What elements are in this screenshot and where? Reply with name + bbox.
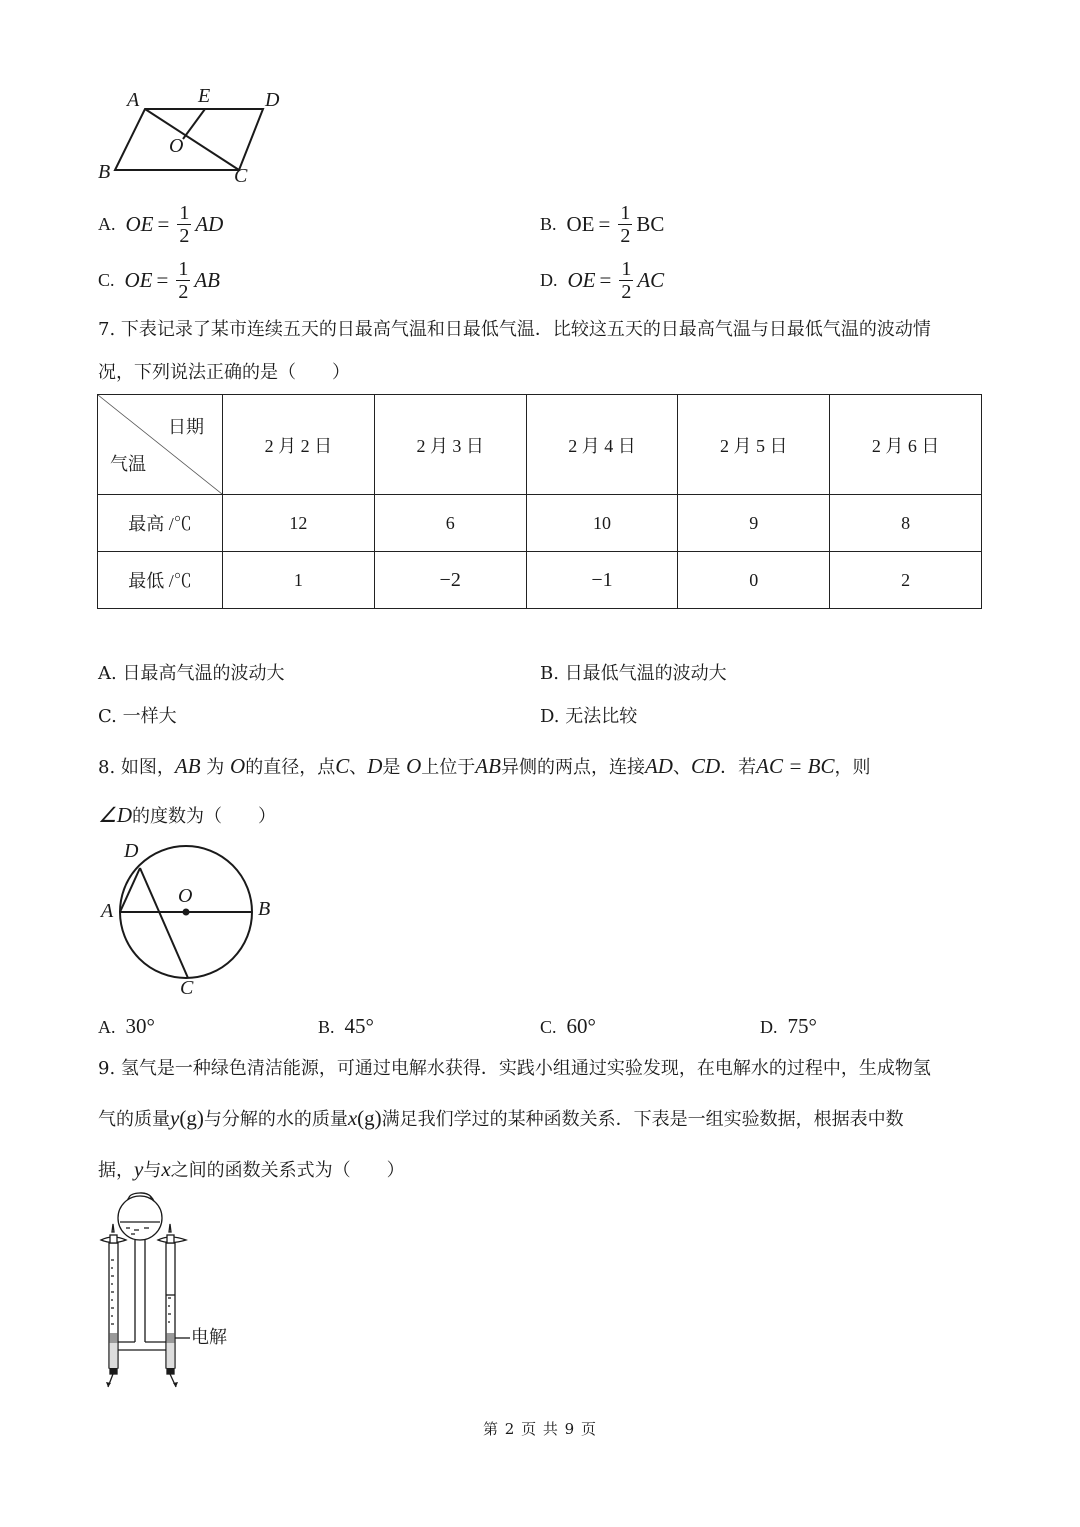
label-D: D [265, 89, 280, 111]
label-C: C [234, 165, 248, 187]
column-header: 2 月 6 日 [830, 395, 982, 495]
table-cell: 8 [830, 495, 982, 552]
figure-circle [98, 840, 288, 1005]
label-O: O [178, 885, 193, 907]
page-number: 第 2 页 共 9 页 [483, 1420, 597, 1438]
q6-option-a[interactable]: A. OE = $\frac{1}{2}$ AD [98, 201, 224, 247]
table-cell: 10 [526, 495, 678, 552]
q6-option-b[interactable]: B. OE = $\frac{1}{2}$ BC [540, 201, 665, 247]
label-B: B [258, 898, 271, 920]
fraction: $\frac{1}{2}$ [178, 257, 189, 303]
table-corner-cell [98, 395, 223, 495]
q7-stem-line1: 7. 下表记录了某市连续五天的日最高气温和日最低气温．比较这五天的日最高气温与日最低气温的波动情 [98, 319, 931, 340]
label-O: O [169, 135, 184, 157]
table-header-row [98, 395, 982, 495]
q9-stem-line1: 9. 氢气是一种绿色清洁能源，可通过电解水获得．实践小组通过实验发现，在电解水的过程中，生成物氢 [98, 1058, 931, 1079]
q6-option-c[interactable]: C. OE = $\frac{1}{2}$ AB [98, 257, 221, 303]
table-cell: 0 [678, 552, 830, 609]
table-row-low [98, 552, 982, 609]
column-header: 2 月 4 日 [526, 395, 678, 495]
q8-option-b[interactable]: B. 45° [318, 1014, 374, 1038]
table-cell: −1 [526, 552, 678, 609]
table-cell: 9 [678, 495, 830, 552]
label-C: C [180, 977, 194, 999]
corner-label-temp: 气温 [110, 454, 146, 474]
q6-option-d[interactable]: D. OE = $\frac{1}{2}$ AC [540, 257, 665, 303]
column-header: 2 月 3 日 [374, 395, 526, 495]
diagonal-line [98, 395, 222, 494]
q7-option-c[interactable]: C. 一样大 [98, 706, 177, 727]
q7-stem-line2: 况，下列说法正确的是（ ） [98, 362, 350, 383]
q9-stem-line3: 据，y与x之间的函数关系式为（ ） [98, 1157, 405, 1181]
corner-label-date: 日期 [168, 417, 204, 437]
figure-parallelogram [95, 85, 285, 190]
table-cell: 1 [223, 552, 375, 609]
table-row-high [98, 495, 982, 552]
q7-option-d[interactable]: D. 无法比较 [540, 706, 638, 727]
label-E: E [198, 85, 211, 107]
q7-option-a[interactable]: A. 日最高气温的波动大 [98, 663, 285, 684]
q8-option-a[interactable]: A. 30° [98, 1014, 155, 1038]
fraction: $\frac{1}{2}$ [179, 201, 190, 247]
label-A: A [127, 89, 140, 111]
column-header: 2 月 2 日 [223, 395, 375, 495]
row-label: 最低 /℃ [98, 552, 223, 609]
electrolysis-label: 电解 [191, 1327, 227, 1348]
q7-option-b[interactable]: B. 日最低气温的波动大 [540, 663, 727, 684]
parallelogram-diagram [95, 85, 285, 190]
q8-option-d[interactable]: D. 75° [760, 1014, 817, 1038]
fraction: $\frac{1}{2}$ [621, 257, 632, 303]
label-A: A [101, 900, 114, 922]
electrolysis-apparatus-diagram [98, 1190, 248, 1395]
q8-stem-line2: ∠D的度数为（ ） [98, 803, 276, 827]
q8-option-c[interactable]: C. 60° [540, 1014, 596, 1038]
row-label: 最高 /℃ [98, 495, 223, 552]
temperature-table [97, 394, 982, 609]
column-header: 2 月 5 日 [678, 395, 830, 495]
q8-stem-line1: 8. 如图，AB 为 O的直径，点C、D是 O上位于AB异侧的两点，连接AD、CD．若AC = BC，则 [98, 754, 871, 778]
table-cell: −2 [374, 552, 526, 609]
label-D: D [124, 840, 139, 862]
table-cell: 6 [374, 495, 526, 552]
label-B: B [98, 161, 111, 183]
table-cell: 12 [223, 495, 375, 552]
figure-electrolysis [98, 1190, 248, 1395]
fraction: $\frac{1}{2}$ [620, 201, 631, 247]
q9-stem-line2: 气的质量y(g)与分解的水的质量x(g)满足我们学过的某种函数关系．下表是一组实验数据，根据表中数 [98, 1106, 904, 1130]
table-cell: 2 [830, 552, 982, 609]
